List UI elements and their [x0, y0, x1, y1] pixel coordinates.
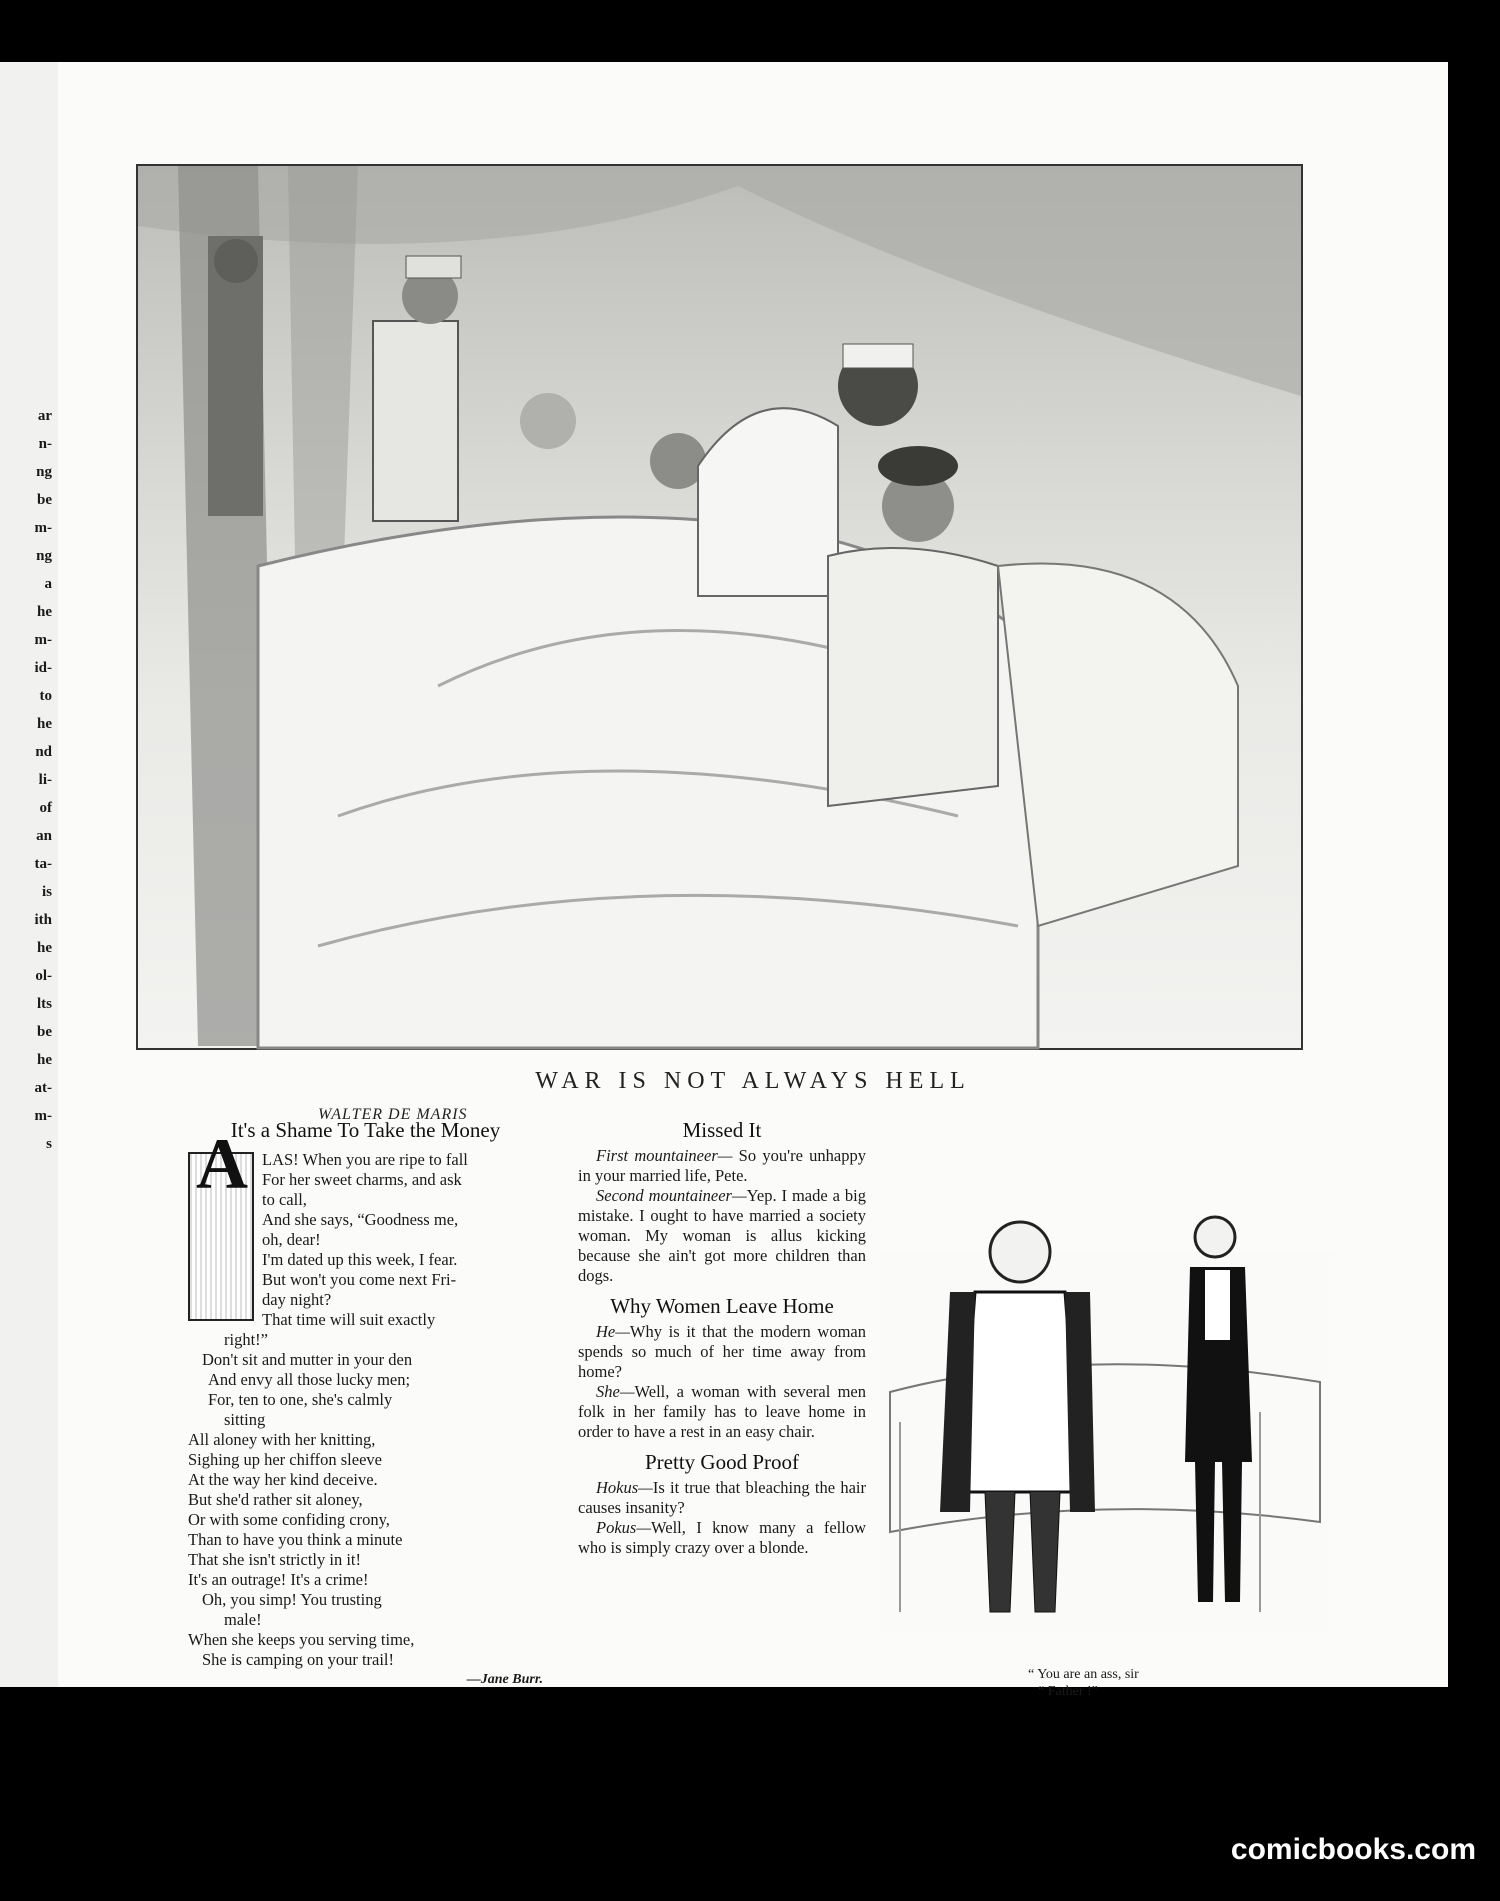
poem-line: She is camping on your trail!: [202, 1650, 395, 1669]
strip-fragment: he: [37, 716, 52, 732]
strip-fragment: nd: [35, 744, 52, 760]
speaker-label: First mountaineer—: [596, 1146, 733, 1165]
poem-line: Than to have you think a minute: [188, 1530, 403, 1549]
father-son-cartoon: [880, 1192, 1335, 1632]
dropcap-icon: A: [188, 1152, 254, 1321]
strip-fragment: at-: [34, 1080, 52, 1096]
watermark-logo: comicbooks.com: [1230, 1833, 1476, 1866]
strip-fragment: li-: [38, 772, 52, 788]
joke-heading: Why Women Leave Home: [610, 1294, 834, 1318]
strip-fragment: he: [37, 604, 52, 620]
strip-fragment: to: [39, 688, 52, 704]
poem-line: When she keeps you serving time,: [188, 1630, 415, 1649]
joke-heading: Missed It: [682, 1118, 762, 1142]
artist-signature: WALTER DE MARIS: [318, 1106, 468, 1123]
strip-fragment: s: [46, 1136, 52, 1152]
poem-attribution: —Jane Burr.: [466, 1672, 543, 1687]
strip-fragment: he: [37, 940, 52, 956]
poem-line: And she says, “Goodness me,: [262, 1210, 459, 1229]
poem-line: But won't you come next Fri-: [262, 1270, 457, 1289]
speaker-label: Second mountaineer—: [596, 1186, 747, 1205]
strip-fragment: is: [41, 884, 52, 900]
strip-fragment: n-: [38, 436, 52, 452]
poem-line: For, ten to one, she's calmly: [208, 1390, 393, 1409]
jokes-column: [578, 1120, 866, 1558]
strip-fragment: be: [37, 492, 52, 508]
strip-fragment: ol-: [35, 968, 52, 984]
poem-line: male!: [224, 1610, 262, 1629]
speaker-label: Pokus—: [596, 1518, 651, 1537]
poem-line: Or with some confiding crony,: [188, 1510, 390, 1529]
poem-line: LAS! When you are ripe to fall: [262, 1150, 468, 1169]
joke-paragraph: First mountaineer— So you're unhappy in your married life, Pete.: [578, 1146, 866, 1185]
joke-paragraph: Hokus—Is it true that bleaching the hair causes insanity?: [578, 1478, 866, 1517]
poem-line: It's an outrage! It's a crime!: [188, 1570, 369, 1589]
strip-fragment: m-: [34, 1108, 52, 1124]
poem-line: day night?: [262, 1290, 332, 1309]
strip-fragment: ng: [36, 548, 52, 564]
strip-fragment: ar: [37, 408, 52, 424]
caption-line: “ You are an ass, sir: [1028, 1667, 1139, 1682]
poem-line: At the way her kind deceive.: [188, 1470, 378, 1489]
poem-column: [188, 1120, 543, 1690]
strip-fragment: he: [37, 1052, 52, 1068]
joke-paragraph: Second mountaineer—Yep. I made a big mistake. I ought to have married a society woman. My woman is allus kicking because she ain't got more children than dogs.: [578, 1186, 866, 1285]
speaker-label: He—: [596, 1322, 630, 1341]
poem-line: oh, dear!: [262, 1230, 321, 1249]
joke-paragraph: Pokus—Well, I know many a fellow who is simply crazy over a blonde.: [578, 1518, 866, 1557]
strip-fragment: lts: [37, 996, 52, 1012]
illustration-drawing: [138, 166, 1301, 1048]
strip-fragment: id-: [34, 660, 52, 676]
strip-fragment: ith: [34, 912, 52, 928]
poem-line: That time will suit exactly: [262, 1310, 436, 1329]
strip-fragment: an: [36, 828, 52, 844]
speaker-label: She—: [596, 1382, 635, 1401]
strip-fragment: be: [37, 1024, 52, 1040]
poem-line: right!”: [224, 1330, 268, 1349]
strip-fragment: of: [39, 800, 52, 816]
poem-line: to call,: [262, 1190, 307, 1209]
joke-heading: Pretty Good Proof: [645, 1450, 799, 1474]
poem-line: For her sweet charms, and ask: [262, 1170, 462, 1189]
speaker-label: Hokus—: [596, 1478, 653, 1497]
adjacent-page-strip: [0, 62, 61, 1687]
strip-fragment: ng: [36, 464, 52, 480]
poem-heading: It's a Shame To Take the Money: [230, 1118, 501, 1142]
poem-line: That she isn't strictly in it!: [188, 1550, 361, 1569]
poem-line: sitting: [224, 1410, 266, 1429]
poem-line: And envy all those lucky men;: [208, 1370, 411, 1389]
poem-line: Sighing up her chiffon sleeve: [188, 1450, 382, 1469]
page-title: WAR IS NOT ALWAYS HELL: [535, 1068, 971, 1094]
joke-paragraph: She—Well, a woman with several men folk in her family has to leave home in order to have a rest in an easy chair.: [578, 1382, 866, 1441]
poem-line: I'm dated up this week, I fear.: [262, 1250, 458, 1269]
magazine-page: [58, 62, 1448, 1699]
poem-line: Don't sit and mutter in your den: [202, 1350, 413, 1369]
strip-fragment: m-: [34, 632, 52, 648]
strip-fragment: a: [44, 576, 52, 592]
joke-paragraph: He—Why is it that the modern woman spends so much of her time away from home?: [578, 1322, 866, 1381]
poem-line: But she'd rather sit aloney,: [188, 1490, 363, 1509]
strip-fragment: m-: [34, 520, 52, 536]
cartoon-caption: [1028, 1666, 1139, 1700]
poem-line: All aloney with her knitting,: [188, 1430, 376, 1449]
caption-line: “ Father !”: [1038, 1684, 1098, 1699]
strip-fragment: ta-: [34, 856, 52, 872]
poem-line: Oh, you simp! You trusting: [202, 1590, 382, 1609]
